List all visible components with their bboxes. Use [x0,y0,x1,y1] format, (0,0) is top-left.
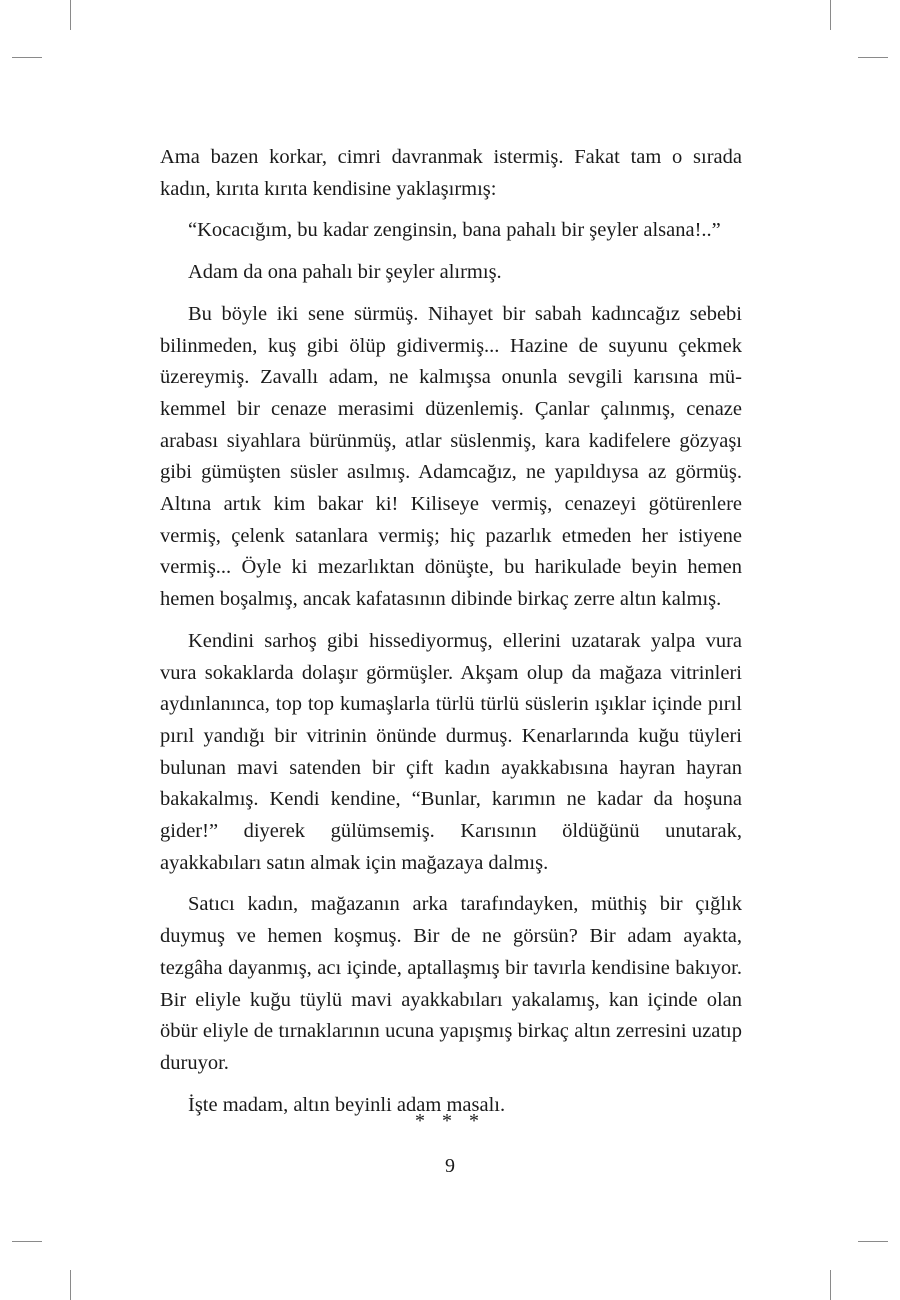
paragraph: “Kocacığım, bu kadar zenginsin, bana pahalı bir şeyler alsana!..” [188,219,721,242]
crop-mark-top-left [70,0,71,30]
page-number: 9 [445,1155,455,1177]
paragraph: Adam da ona pahalı bir şeyler alırmış. [188,261,502,284]
crop-mark-bottom-right [830,1270,831,1300]
crop-mark-top-right [830,0,831,30]
paragraph: Bu böyle iki sene sürmüş. Nihayet bir sabah kadıncağız sebebi bilinmeden, kuş gibi ölüp gidivermiş... Hazine de suyunu çekmek üzereymiş. Zavallı adam, ne kalmışsa onunla sevgili karısına mükemmel bir cenaze merasimi düzenlemiş. Çanlar çalınmış, cenaze arabası siyahlara bürünmüş, atlar süslenmiş, kara kadifelere gözyaşı gibi gümüşten süsler asılmış. Adamcağız, ne yapıldıysa az görmüş. Altına artık kim bakar ki! Kiliseye vermiş, cenazeyi götürenlere vermiş, çelenk satanlara vermiş; hiç pazarlık etmeden her istiyene vermiş... Öyle ki mezarlıktan dönüşte, bu harikulade beyin hemen hemen boşalmış, ancak kafatasının dibinde birkaç zerre altın kalmış. [160,302,742,611]
paragraph: Satıcı kadın, mağazanın arka tarafındayken, müthiş bir çığlık duymuş ve hemen koşmuş. Bir de ne görsün? Bir adam ayakta, tezgâha dayanmış, acı içinde, aptallaşmış bir tavırla kendisine bakıyor. Bir eliyle kuğu tüylü mavi ayakkabıları yakalamış, kan içinde olan öbür eliyle de tırnaklarının ucuna yapışmış birkaç altın zerresini uzatıp duruyor. [160,893,742,1074]
section-break-ornament: * * * [415,1110,485,1132]
crop-mark-bottom-left [70,1270,71,1300]
crop-mark-top-right [858,57,888,58]
crop-mark-bottom-left [12,1241,42,1242]
crop-mark-top-left [12,57,42,58]
paragraph: Kendini sarhoş gibi hissediyormuş, ellerini uzatarak yalpa vura vura sokaklarda dolaşır görmüşler. Akşam olup da mağaza vitrinleri aydınlanınca, top top kumaşlarla türlü türlü süslerin ışıklar içinde pırıl pırıl yandığı bir vitrinin önünde durmuş. Kenarlarında kuğu tüyleri bulunan mavi satenden bir çift kadın ayakkabısına hayran hayran bakakalmış. Kendi kendine, “Bunlar, karımın ne kadar da hoşuna gider!” diyerek gülümsemiş. Karısının öldüğünü unutarak, ayakkabıları satın almak için mağazaya dalmış. [160,629,742,874]
paragraph: Ama bazen korkar, cimri davranmak istermiş. Fakat tam o sırada kadın, kırıta kırıta kendisine yaklaşırmış: [160,146,742,200]
paragraph: İşte madam, altın beyinli adam masalı. [188,1093,506,1116]
crop-mark-bottom-right [858,1241,888,1242]
body-text [160,142,742,1131]
